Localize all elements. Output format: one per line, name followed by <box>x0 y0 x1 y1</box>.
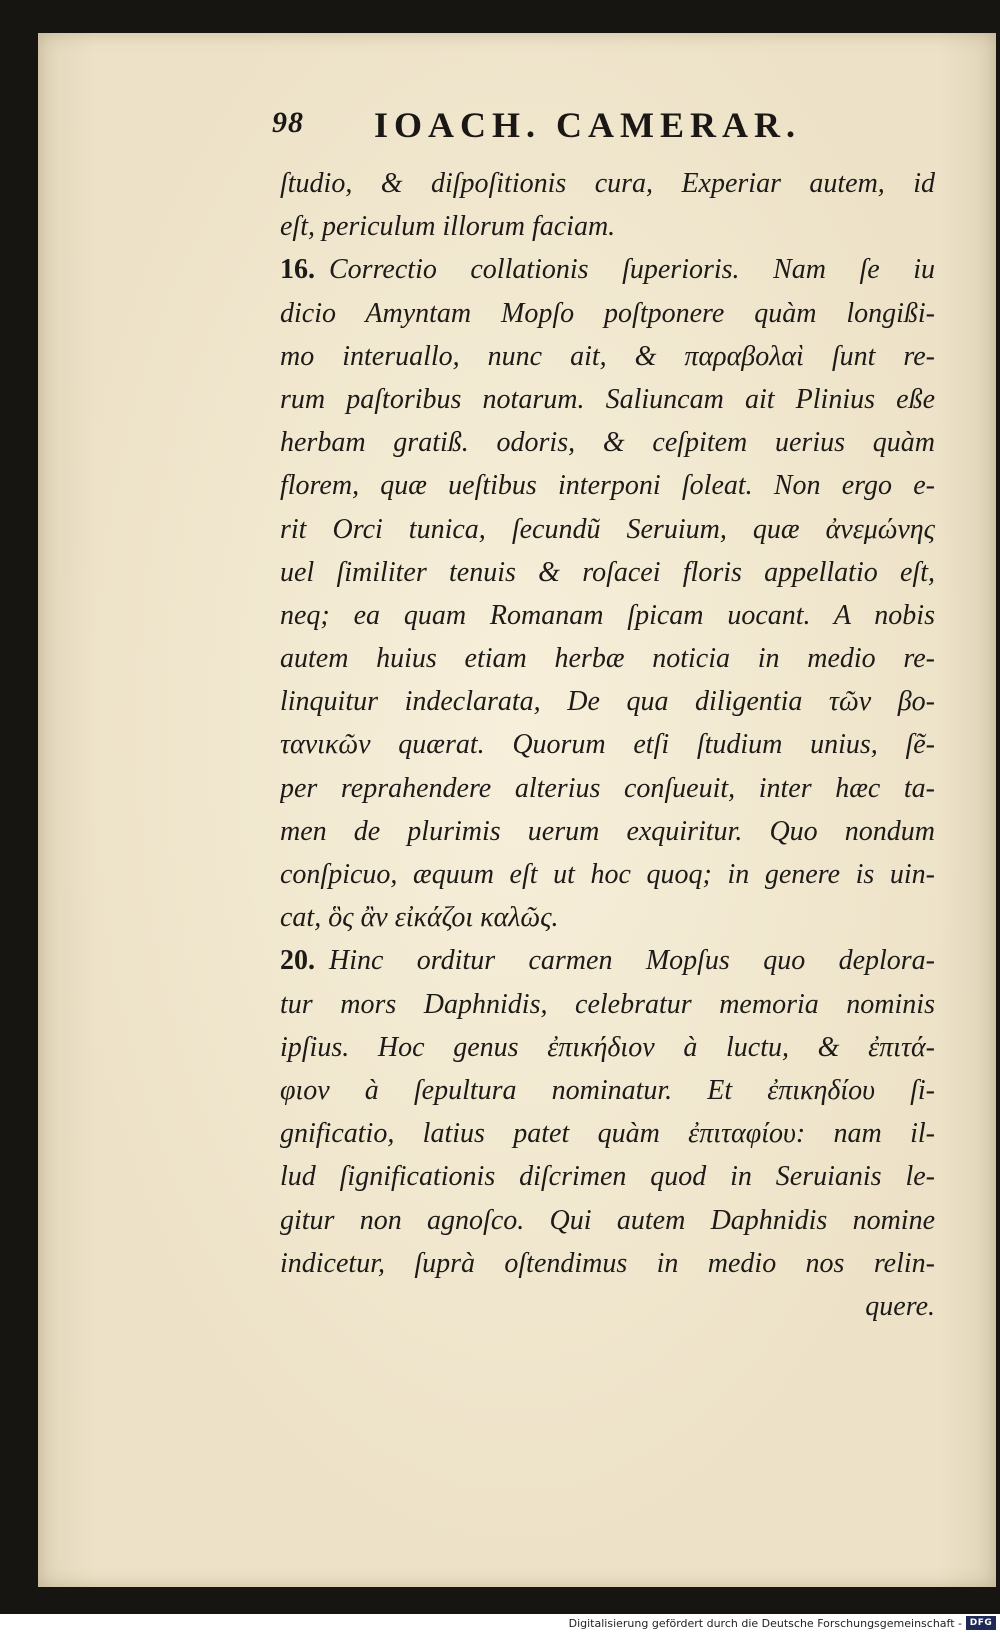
text-line: ſtudio, & diſpoſitionis cura, Experiar autem, id <box>280 168 935 199</box>
text-line: linquitur indeclarata, De qua diligentia τῶν βο- <box>280 686 935 718</box>
text-line: tur mors Daphnidis, celebratur memoria nominis <box>280 988 935 1020</box>
text-line: uel ſimiliter tenuis & roſacei floris appellatio eſt, <box>280 556 935 588</box>
text-line: conſpicuo, æquum eſt ut hoc quoq; in genere is uin- <box>280 859 935 891</box>
text-line: dicio Amyntam Mopſo poſtponere quàm longißi- <box>280 297 935 329</box>
text-line: per reprahendere alterius conſueuit, inter hæc ta- <box>280 772 935 804</box>
text-line: ipſius. Hoc genus ἐπικήδιον à luctu, & ἐπιτά- <box>280 1031 935 1063</box>
text-line: rum paſtoribus notarum. Saliuncam ait Plinius eße <box>280 383 935 415</box>
running-head: IOACH. CAMERAR. <box>374 105 801 145</box>
text-line: lud ſignificationis diſcrimen quod in Seruianis le- <box>280 1161 935 1193</box>
text-line: rit Orci tunica, ſecundũ Seruium, quæ ἀνεμώνης <box>280 513 935 545</box>
text-line: gnificatio, latius patet quàm ἐπιταφίου: nam il- <box>280 1118 935 1150</box>
text-line: quere. <box>865 1290 935 1322</box>
text-line: men de plurimis uerum exquiritur. Quo nondum <box>280 815 935 847</box>
text-line: 16. Correctio collationis ſuperioris. Nam ſe iu <box>280 254 935 286</box>
text-line: florem, quæ ueſtibus interponi ſoleat. Non ergo e- <box>280 470 935 502</box>
text-line: 20. Hinc orditur carmen Mopſus quo deplora- <box>280 945 935 977</box>
text-line: φιον à ſepultura nominatur. Et ἐπικηδίου ſi- <box>280 1074 935 1106</box>
body-text <box>280 162 935 1328</box>
text-line: autem huius etiam herbæ noticia in medio re- <box>280 643 935 675</box>
text-line: indicetur, ſuprà oſtendimus in medio nos relin- <box>280 1247 935 1279</box>
section-number: 20. <box>280 945 315 977</box>
text-line: cat, ὃς ἂν εἰκάζοι καλῶς. <box>280 902 559 934</box>
dfg-logo: DFG <box>966 1616 996 1630</box>
text-line: eſt, periculum illorum faciam. <box>280 211 616 243</box>
text-line: herbam gratiß. odoris, & ceſpitem uerius quàm <box>280 427 935 459</box>
text-line: neq; ea quam Romanam ſpicam uocant. A nobis <box>280 599 935 631</box>
page-number: 98 <box>272 106 304 139</box>
text-line: τανικῶν quærat. Quorum etſi ſtudium unius, ſẽ- <box>280 729 935 761</box>
funding-credit: Digitalisierung gefördert durch die Deutsche Forschungsgemeinschaft - <box>568 1617 962 1630</box>
text-line: gitur non agnoſco. Qui autem Daphnidis nomine <box>280 1204 935 1236</box>
text-line: mo interuallo, nunc ait, & παραβολαὶ ſunt re- <box>280 340 935 372</box>
section-number: 16. <box>280 254 315 286</box>
page-header <box>272 104 852 144</box>
